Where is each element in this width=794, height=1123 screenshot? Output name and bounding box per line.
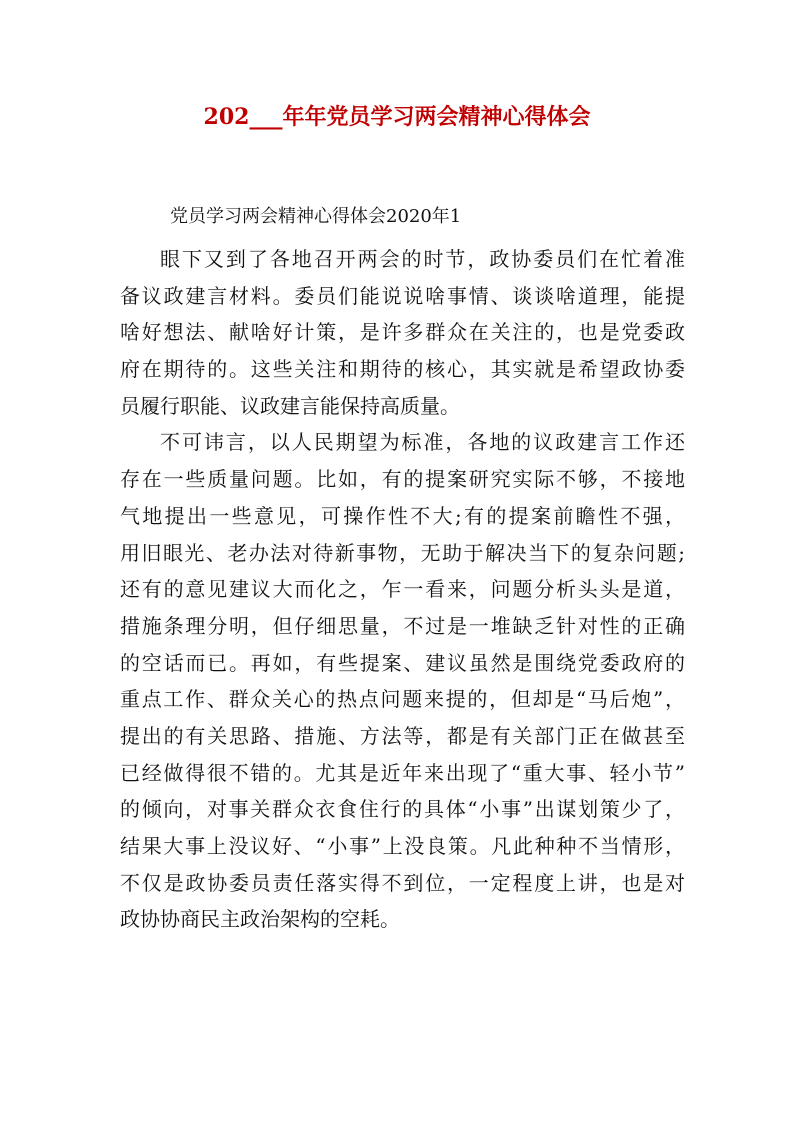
paragraph-2-line-2: 存在一些质量问题。比如，有的提案研究实际不够，不接地 (120, 467, 685, 492)
paragraph-1-line-5: 员履行职能、议政建言能保持高质量。 (120, 393, 460, 418)
document-title: 202___年年党员学习两会精神心得体会 (203, 104, 591, 130)
paragraph-2-line-4: 用旧眼光、老办法对待新事物，无助于解决当下的复杂问题; (120, 540, 685, 565)
paragraph-1-line-2: 备议政建言材料。委员们能说说啥事情、谈谈啥道理，能提 (120, 283, 685, 308)
paragraph-2-line-14: 政协协商民主政治架构的空耗。 (120, 907, 400, 932)
paragraph-2-line-3: 气地提出一些意见，可操作性不大;有的提案前瞻性不强， (120, 503, 685, 528)
paragraph-2-line-6: 措施条理分明，但仔细思量，不过是一堆缺乏针对性的正确 (120, 613, 685, 638)
paragraph-2-line-8: 重点工作、群众关心的热点问题来提的，但却是“马后炮”， (120, 687, 685, 712)
paragraph-1-line-3: 啥好想法、献啥好计策，是许多群众在关注的，也是党委政 (120, 320, 685, 345)
document-body (120, 241, 685, 938)
paragraph-2-line-7: 的空话而已。再如，有些提案、建议虽然是围绕党委政府的 (120, 650, 685, 675)
paragraph-1-line-1: 眼下又到了各地召开两会的时节，政协委员们在忙着准 (160, 247, 685, 271)
paragraph-2-line-12: 结果大事上没议好、“小事”上没良策。凡此种种不当情形， (120, 834, 685, 858)
paragraph-2-line-5: 还有的意见建议大而化之，乍一看来，问题分析头头是道， (120, 577, 685, 602)
paragraph-2-line-9: 提出的有关思路、措施、方法等，都是有关部门正在做甚至 (120, 723, 685, 748)
paragraph-1-line-4: 府在期待的。这些关注和期待的核心，其实就是希望政协委 (120, 357, 685, 382)
paragraph-2-line-13: 不仅是政协委员责任落实得不到位，一定程度上讲，也是对 (120, 870, 685, 895)
paragraph-2-line-11: 的倾向，对事关群众衣食住行的具体“小事”出谋划策少了， (120, 797, 685, 822)
document-subtitle: 党员学习两会精神心得体会2020年1 (170, 206, 462, 227)
paragraph-2-line-1: 不可讳言，以人民期望为标准，各地的议政建言工作还 (160, 430, 685, 455)
paragraph-2-line-10: 已经做得很不错的。尤其是近年来出现了“重大事、轻小节” (120, 760, 685, 785)
